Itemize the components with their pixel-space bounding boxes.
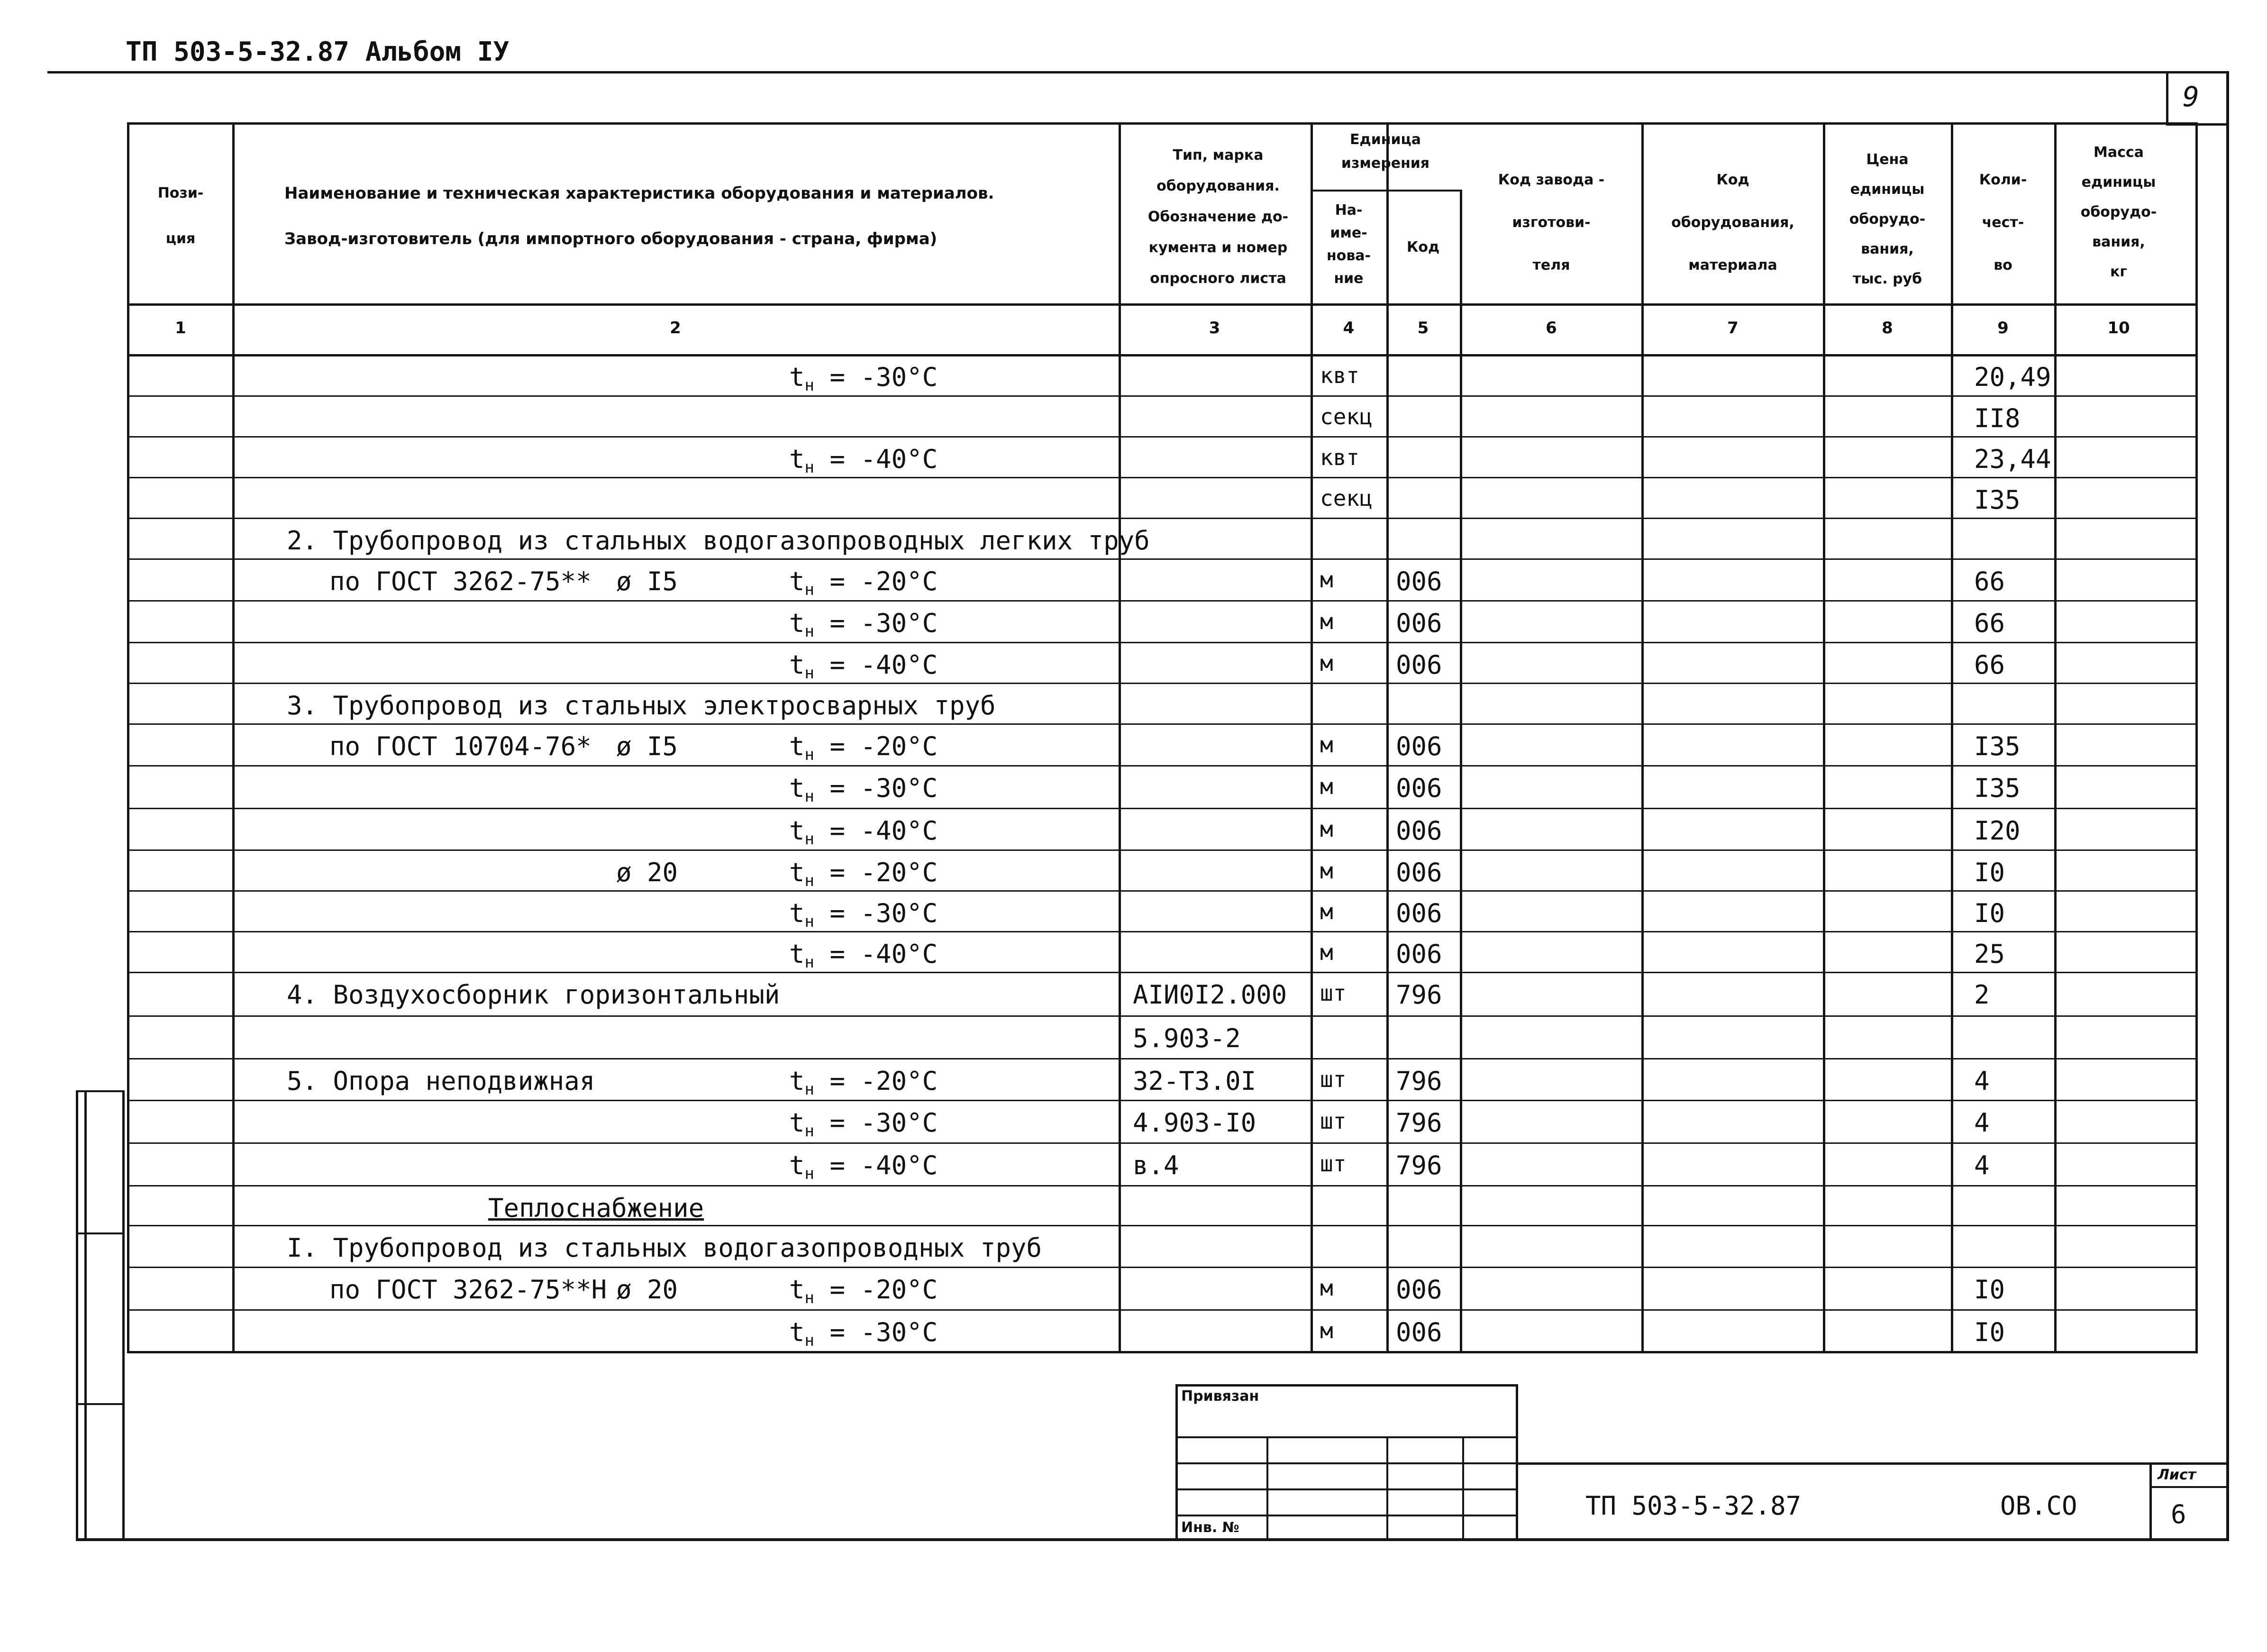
temp-eq: = (829, 1150, 846, 1180)
document-top-label: ТП 503-5-32.87 Альбом IУ (126, 37, 510, 67)
row-temperature (789, 444, 938, 477)
row-unit-code: 006 (1396, 858, 1442, 887)
row-name: 2. Трубопровод из стальных водогазопроводных легких труб (287, 526, 1150, 556)
row-unit: шт (1320, 1108, 1347, 1134)
temp-eq: = (829, 1275, 846, 1305)
header-col4: На- име- нова- ние (1326, 202, 1371, 287)
row-quantity: 4 (1974, 1150, 1990, 1180)
row-divider (127, 849, 2198, 851)
row-divider (127, 1142, 2198, 1144)
row-divider (127, 477, 2198, 478)
row-unit: квт (1320, 445, 1360, 470)
temp-subscript: н (804, 871, 814, 890)
temp-value: -30°C (860, 608, 938, 638)
row-unit-code: 006 (1396, 1275, 1442, 1305)
row-unit: шт (1320, 980, 1347, 1006)
temp-value: -20°C (860, 566, 938, 596)
attached-box-row4 (1175, 1515, 1517, 1516)
temp-symbol: t (789, 1317, 805, 1347)
column-border-4 (1311, 122, 1313, 1351)
stamp-document-code: ТП 503-5-32.87 (1585, 1491, 1802, 1521)
sheet-corner-number: 9 (2183, 81, 2199, 113)
row-divider (127, 642, 2198, 643)
sheet-number: 6 (2171, 1499, 2186, 1529)
sheet-label: Лист (2158, 1467, 2196, 1483)
row-temperature (789, 818, 938, 847)
attached-box-row2 (1175, 1462, 1517, 1464)
row-divider (127, 808, 2198, 809)
temp-value: -40°C (860, 444, 938, 474)
row-temperature (789, 1317, 938, 1350)
temp-subscript: н (804, 664, 814, 683)
temp-symbol: t (789, 650, 805, 680)
row-type-mark: 4.903-I0 (1133, 1108, 1256, 1138)
column-border-8 (1823, 122, 1825, 1351)
margin-strip-tick-2 (76, 1232, 123, 1234)
temp-symbol: t (789, 444, 805, 474)
temp-value: -30°C (860, 1108, 938, 1138)
header-col7: Код оборудования, материала (1671, 172, 1794, 274)
colnum-1: 1 (175, 319, 186, 338)
margin-strip-line-3 (122, 1090, 125, 1541)
temp-subscript: н (804, 376, 814, 395)
temp-symbol: t (789, 816, 805, 846)
temp-value: -30°C (860, 773, 938, 803)
sheet-box-left (2149, 1462, 2152, 1541)
temp-subscript: н (804, 1331, 814, 1350)
row-divider (127, 1185, 2198, 1187)
row-temperature (789, 1277, 938, 1306)
header-col1: Пози- ция (157, 185, 204, 247)
row-unit-code: 006 (1396, 566, 1442, 596)
row-unit-code: 006 (1396, 773, 1442, 803)
temp-eq: = (829, 444, 846, 474)
row-unit-code: 006 (1396, 608, 1442, 638)
header-col9: Коли- чест- во (1979, 172, 2027, 274)
row-divider (127, 600, 2198, 602)
column-border-11 (2195, 122, 2198, 1351)
row-unit-code: 006 (1396, 898, 1442, 928)
temp-symbol: t (789, 731, 805, 761)
table-bottom-border (127, 1351, 2198, 1353)
row-name: по ГОСТ 10704-76* (329, 731, 592, 761)
row-divider (127, 436, 2198, 438)
temp-symbol: t (789, 1275, 805, 1305)
header-bottom-border (127, 303, 2198, 306)
column-border-7 (1641, 122, 1644, 1351)
attached-box-col3 (1462, 1436, 1464, 1541)
row-unit-code: 796 (1396, 1066, 1442, 1096)
row-type-mark: AIИ0I2.000 (1133, 980, 1287, 1010)
row-divider (127, 723, 2198, 725)
temp-eq: = (829, 362, 846, 392)
temp-subscript: н (804, 745, 814, 764)
row-unit: секц (1320, 485, 1373, 511)
temp-subscript: н (804, 622, 814, 641)
colnum-8: 8 (1882, 319, 1893, 338)
colnum-7: 7 (1727, 319, 1739, 338)
temp-eq: = (829, 1317, 846, 1347)
temp-value: -20°C (860, 731, 938, 761)
margin-strip-tick-1 (76, 1090, 123, 1092)
temp-value: -20°C (860, 858, 938, 887)
stamp-mark: ОВ.СО (2000, 1491, 2077, 1521)
temp-value: -40°C (860, 816, 938, 846)
row-unit-code: 796 (1396, 980, 1442, 1010)
temp-symbol: t (789, 608, 805, 638)
row-unit: м (1320, 940, 1333, 965)
row-unit: м (1320, 732, 1333, 758)
row-quantity: I35 (1974, 731, 2021, 761)
temp-eq: = (829, 650, 846, 680)
row-unit: м (1320, 609, 1333, 634)
header-col6: Код завода - изготови- теля (1498, 172, 1605, 274)
temp-value: -40°C (860, 939, 938, 969)
header-col10: Масса единицы оборудо- вания, кг (2080, 144, 2157, 280)
temp-subscript: н (804, 1080, 814, 1099)
row-unit-code: 006 (1396, 731, 1442, 761)
temp-symbol: t (789, 1108, 805, 1138)
row-quantity: II8 (1974, 403, 2021, 433)
attached-box-row1 (1175, 1436, 1517, 1438)
margin-strip-line-1 (76, 1090, 78, 1541)
temp-subscript: н (804, 1288, 814, 1307)
row-quantity: I20 (1974, 816, 2021, 846)
row-divider (127, 1309, 2198, 1311)
temp-eq: = (829, 858, 846, 887)
header-col5: Код (1406, 239, 1440, 256)
row-temperature (789, 860, 938, 889)
row-temperature (789, 731, 938, 764)
attached-box-col2 (1386, 1436, 1388, 1541)
row-diameter: ø I5 (616, 731, 678, 761)
header-unit-group: Единица измерения (1341, 131, 1430, 172)
row-divider (127, 395, 2198, 397)
colnum-6: 6 (1546, 319, 1557, 338)
row-name: по ГОСТ 3262-75**Н (329, 1275, 607, 1305)
row-temperature (789, 898, 938, 931)
temp-value: -30°C (860, 362, 938, 392)
attached-box-col1 (1266, 1436, 1268, 1541)
row-quantity: I35 (1974, 485, 2021, 515)
row-unit-code: 796 (1396, 1108, 1442, 1138)
row-temperature (789, 1150, 938, 1183)
row-quantity: 4 (1974, 1108, 1990, 1138)
row-unit-code: 006 (1396, 1317, 1442, 1347)
temp-eq: = (829, 566, 846, 596)
row-unit: м (1320, 858, 1333, 884)
attached-box-row3 (1175, 1488, 1517, 1490)
row-temperature (789, 652, 938, 681)
row-temperature (789, 608, 938, 641)
temp-symbol: t (789, 566, 805, 596)
row-unit: шт (1320, 1151, 1347, 1177)
temp-value: -40°C (860, 650, 938, 680)
row-divider (127, 972, 2198, 973)
title-block-top (1517, 1462, 2228, 1465)
temp-symbol: t (789, 362, 805, 392)
row-type-mark: 5.903-2 (1133, 1023, 1241, 1053)
row-quantity: 20,49 (1974, 362, 2051, 392)
row-divider (127, 890, 2198, 892)
temp-symbol: t (789, 939, 805, 969)
temp-eq: = (829, 939, 846, 969)
attached-box-top (1175, 1384, 1517, 1387)
row-name: 4. Воздухосборник горизонтальный (287, 980, 780, 1010)
row-divider (127, 1267, 2198, 1268)
row-divider (127, 1100, 2198, 1101)
row-divider (127, 518, 2198, 519)
temp-value: -20°C (860, 1275, 938, 1305)
row-type-mark: 32-Т3.0I (1133, 1066, 1256, 1096)
row-unit: квт (1320, 363, 1360, 388)
bottom-frame-line (76, 1538, 2229, 1541)
row-unit-code: 006 (1396, 650, 1442, 680)
row-diameter: ø I5 (616, 566, 678, 596)
unit-group-divider (1311, 190, 1461, 192)
colnum-2: 2 (670, 319, 681, 338)
row-divider (127, 765, 2198, 767)
column-border-1 (127, 122, 129, 1351)
row-temperature (789, 566, 938, 599)
temp-eq: = (829, 1108, 846, 1138)
margin-strip-line-2 (84, 1090, 87, 1541)
temp-value: -40°C (860, 1150, 938, 1180)
row-temperature (789, 1068, 938, 1097)
temp-subscript: н (804, 1164, 814, 1183)
row-unit-code: 006 (1396, 816, 1442, 846)
temp-symbol: t (789, 1150, 805, 1180)
temp-value: -20°C (860, 1066, 938, 1096)
row-unit: секц (1320, 404, 1373, 429)
colnum-9: 9 (1997, 319, 2009, 338)
colnum-3: 3 (1209, 319, 1220, 338)
row-name: 5. Опора неподвижная (287, 1066, 595, 1096)
row-unit: м (1320, 1318, 1333, 1343)
row-name: по ГОСТ 3262-75** (329, 566, 592, 596)
row-quantity: 66 (1974, 650, 2005, 680)
row-temperature (789, 941, 938, 970)
row-temperature (789, 362, 938, 395)
row-type-mark: в.4 (1133, 1150, 1179, 1180)
row-unit: м (1320, 650, 1333, 676)
row-unit: шт (1320, 1067, 1347, 1092)
column-border-6 (1460, 190, 1462, 1351)
row-quantity: 4 (1974, 1066, 1990, 1096)
table-top-border (127, 122, 2198, 125)
row-name: I. Трубопровод из стальных водогазопроводных труб (287, 1233, 1042, 1263)
row-divider (127, 1015, 2198, 1017)
row-unit-code: 796 (1396, 1150, 1442, 1180)
colnum-5: 5 (1417, 319, 1429, 338)
row-quantity: 23,44 (1974, 444, 2051, 474)
temp-subscript: н (804, 458, 814, 477)
temp-subscript: н (804, 580, 814, 599)
column-border-5 (1386, 122, 1389, 1351)
colnum-10: 10 (2107, 319, 2130, 338)
temp-symbol: t (789, 1066, 805, 1096)
row-quantity: 66 (1974, 566, 2005, 596)
row-quantity: I0 (1974, 1317, 2005, 1347)
margin-strip-tick-3 (76, 1403, 123, 1405)
temp-eq: = (829, 898, 846, 928)
row-quantity: 2 (1974, 980, 1990, 1010)
temp-symbol: t (789, 898, 805, 928)
row-quantity: I35 (1974, 773, 2021, 803)
temp-subscript: н (804, 1122, 814, 1141)
temp-eq: = (829, 731, 846, 761)
colnum-4: 4 (1343, 319, 1355, 338)
row-unit: м (1320, 774, 1333, 799)
row-unit: м (1320, 567, 1333, 593)
temp-value: -30°C (860, 898, 938, 928)
row-divider (127, 1058, 2198, 1059)
row-name: 3. Трубопровод из стальных электросварных труб (287, 691, 996, 721)
temp-eq: = (829, 1066, 846, 1096)
row-divider (127, 1225, 2198, 1226)
row-quantity: 66 (1974, 608, 2005, 638)
header-col3: Тип, марка оборудования. Обозначение до- кумента и номер опросного листа (1147, 147, 1289, 287)
row-unit: м (1320, 816, 1333, 842)
header-col2: Наименование и техническая характеристика оборудования и материалов. Завод-изготовитель (для импортного оборудования - страна, фирма) (284, 184, 994, 248)
row-quantity: 25 (1974, 939, 2005, 969)
temp-subscript: н (804, 912, 814, 931)
row-divider (127, 558, 2198, 560)
row-quantity: I0 (1974, 1275, 2005, 1305)
temp-subscript: н (804, 787, 814, 806)
temp-subscript: н (804, 953, 814, 972)
temp-eq: = (829, 816, 846, 846)
row-divider (127, 931, 2198, 932)
row-unit: м (1320, 1275, 1333, 1301)
row-temperature (789, 773, 938, 806)
row-divider (127, 683, 2198, 684)
row-diameter: ø 20 (616, 1275, 678, 1305)
temp-subscript: н (804, 830, 814, 849)
row-quantity: I0 (1974, 898, 2005, 928)
temp-eq: = (829, 773, 846, 803)
row-quantity: I0 (1974, 858, 2005, 887)
temp-symbol: t (789, 773, 805, 803)
row-diameter: ø 20 (616, 858, 678, 887)
column-border-3 (1119, 122, 1121, 1351)
column-border-10 (2054, 122, 2057, 1351)
column-border-2 (232, 122, 235, 1351)
temp-value: -30°C (860, 1317, 938, 1347)
attached-label: Привязан (1181, 1388, 1259, 1405)
row-name: Теплоснабжение (488, 1193, 704, 1223)
row-unit-code: 006 (1396, 939, 1442, 969)
row-temperature (789, 1110, 938, 1139)
sheet-box-mid (2149, 1486, 2228, 1488)
row-unit: м (1320, 899, 1333, 924)
inventory-number-label: Инв. № (1181, 1519, 1239, 1536)
header-col8: Цена единицы оборудо- вания, тыс. руб (1849, 151, 1926, 287)
temp-symbol: t (789, 858, 805, 887)
colnum-bottom-border (127, 354, 2198, 356)
column-border-9 (1951, 122, 1953, 1351)
temp-eq: = (829, 608, 846, 638)
